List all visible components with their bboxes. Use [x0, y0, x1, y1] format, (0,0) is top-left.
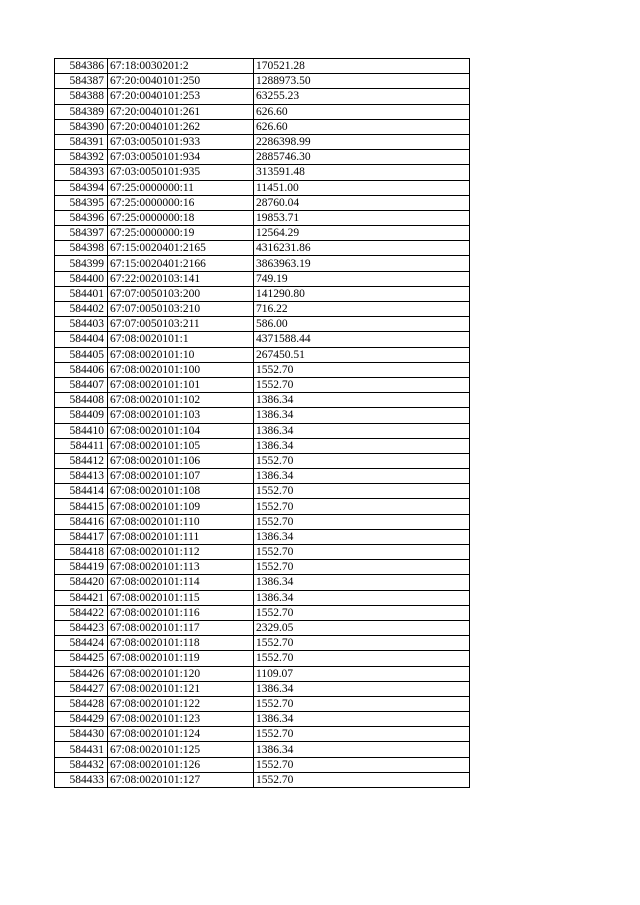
cell-row-id: 584395: [55, 195, 108, 210]
table-row: [55, 377, 470, 392]
cell-cadastral-number: 67:08:0020101:117: [108, 620, 254, 635]
cell-row-id: 584420: [55, 575, 108, 590]
cell-row-id: 584400: [55, 271, 108, 286]
cell-value: 4371588.44: [254, 332, 470, 347]
cell-value: 12564.29: [254, 226, 470, 241]
cell-value: 313591.48: [254, 165, 470, 180]
cell-row-id: 584393: [55, 165, 108, 180]
cell-cadastral-number: 67:15:0020401:2166: [108, 256, 254, 271]
cell-cadastral-number: 67:25:0000000:18: [108, 210, 254, 225]
cell-value: 1386.34: [254, 393, 470, 408]
cell-value: 19853.71: [254, 210, 470, 225]
cell-value: 3863963.19: [254, 256, 470, 271]
cell-cadastral-number: 67:20:0040101:262: [108, 119, 254, 134]
cell-value: 1552.70: [254, 362, 470, 377]
cell-value: 1386.34: [254, 742, 470, 757]
cell-value: 1552.70: [254, 484, 470, 499]
cell-value: 1552.70: [254, 772, 470, 787]
table-row: [55, 529, 470, 544]
cell-row-id: 584389: [55, 104, 108, 119]
cell-row-id: 584387: [55, 74, 108, 89]
table-row: [55, 438, 470, 453]
table-row: [55, 195, 470, 210]
cell-row-id: 584390: [55, 119, 108, 134]
table-row: [55, 469, 470, 484]
table-row: [55, 712, 470, 727]
cell-row-id: 584404: [55, 332, 108, 347]
table-row: [55, 590, 470, 605]
cell-value: 4316231.86: [254, 241, 470, 256]
cell-cadastral-number: 67:08:0020101:101: [108, 377, 254, 392]
cell-row-id: 584414: [55, 484, 108, 499]
cell-cadastral-number: 67:08:0020101:123: [108, 712, 254, 727]
table-row: [55, 286, 470, 301]
cell-row-id: 584413: [55, 469, 108, 484]
cell-value: 1109.07: [254, 666, 470, 681]
table-row: [55, 256, 470, 271]
cell-row-id: 584418: [55, 545, 108, 560]
cell-value: 170521.28: [254, 59, 470, 74]
cell-cadastral-number: 67:08:0020101:106: [108, 453, 254, 468]
cell-row-id: 584417: [55, 529, 108, 544]
cell-cadastral-number: 67:08:0020101:114: [108, 575, 254, 590]
table-body: [55, 59, 470, 788]
table-row: [55, 408, 470, 423]
cell-value: 586.00: [254, 317, 470, 332]
table-row: [55, 727, 470, 742]
table-row: [55, 89, 470, 104]
cell-value: 1552.70: [254, 560, 470, 575]
cell-cadastral-number: 67:08:0020101:103: [108, 408, 254, 423]
cell-cadastral-number: 67:07:0050103:200: [108, 286, 254, 301]
cell-cadastral-number: 67:03:0050101:934: [108, 150, 254, 165]
cell-cadastral-number: 67:08:0020101:127: [108, 772, 254, 787]
cell-cadastral-number: 67:08:0020101:112: [108, 545, 254, 560]
cell-cadastral-number: 67:07:0050103:210: [108, 302, 254, 317]
cell-value: 1552.70: [254, 696, 470, 711]
cell-cadastral-number: 67:08:0020101:115: [108, 590, 254, 605]
cell-cadastral-number: 67:08:0020101:126: [108, 757, 254, 772]
table-row: [55, 636, 470, 651]
cell-cadastral-number: 67:25:0000000:19: [108, 226, 254, 241]
table-row: [55, 347, 470, 362]
table-row: [55, 651, 470, 666]
cell-cadastral-number: 67:08:0020101:119: [108, 651, 254, 666]
table-row: [55, 575, 470, 590]
table-row: [55, 696, 470, 711]
cell-cadastral-number: 67:18:0030201:2: [108, 59, 254, 74]
table-row: [55, 150, 470, 165]
cell-cadastral-number: 67:08:0020101:107: [108, 469, 254, 484]
cell-value: 1386.34: [254, 529, 470, 544]
table-row: [55, 59, 470, 74]
cell-row-id: 584403: [55, 317, 108, 332]
cell-row-id: 584398: [55, 241, 108, 256]
table-row: [55, 681, 470, 696]
cell-cadastral-number: 67:08:0020101:116: [108, 605, 254, 620]
table-row: [55, 104, 470, 119]
cell-row-id: 584422: [55, 605, 108, 620]
cell-cadastral-number: 67:08:0020101:104: [108, 423, 254, 438]
cell-cadastral-number: 67:08:0020101:1: [108, 332, 254, 347]
cell-cadastral-number: 67:08:0020101:125: [108, 742, 254, 757]
cell-value: 1552.70: [254, 727, 470, 742]
table-row: [55, 514, 470, 529]
cell-row-id: 584416: [55, 514, 108, 529]
cell-cadastral-number: 67:08:0020101:118: [108, 636, 254, 651]
table-row: [55, 499, 470, 514]
cell-cadastral-number: 67:20:0040101:250: [108, 74, 254, 89]
table-row: [55, 332, 470, 347]
cell-row-id: 584415: [55, 499, 108, 514]
cell-value: 1552.70: [254, 545, 470, 560]
cell-value: 1552.70: [254, 453, 470, 468]
table-row: [55, 484, 470, 499]
cell-value: 1386.34: [254, 590, 470, 605]
table-row: [55, 757, 470, 772]
cell-row-id: 584430: [55, 727, 108, 742]
cell-row-id: 584405: [55, 347, 108, 362]
data-table: [54, 58, 470, 788]
cell-row-id: 584386: [55, 59, 108, 74]
cell-value: 1386.34: [254, 408, 470, 423]
cell-value: 1552.70: [254, 651, 470, 666]
cell-cadastral-number: 67:03:0050101:933: [108, 134, 254, 149]
table-row: [55, 423, 470, 438]
cell-cadastral-number: 67:08:0020101:110: [108, 514, 254, 529]
cell-cadastral-number: 67:08:0020101:111: [108, 529, 254, 544]
cell-row-id: 584408: [55, 393, 108, 408]
cell-cadastral-number: 67:08:0020101:113: [108, 560, 254, 575]
cell-row-id: 584394: [55, 180, 108, 195]
cell-row-id: 584421: [55, 590, 108, 605]
cell-row-id: 584433: [55, 772, 108, 787]
cell-value: 2329.05: [254, 620, 470, 635]
cell-row-id: 584409: [55, 408, 108, 423]
cell-value: 141290.80: [254, 286, 470, 301]
cell-row-id: 584399: [55, 256, 108, 271]
cell-value: 1552.70: [254, 377, 470, 392]
cell-value: 1552.70: [254, 757, 470, 772]
cell-value: 626.60: [254, 119, 470, 134]
cell-value: 1386.34: [254, 681, 470, 696]
table-row: [55, 772, 470, 787]
cell-row-id: 584391: [55, 134, 108, 149]
cell-cadastral-number: 67:08:0020101:109: [108, 499, 254, 514]
cell-row-id: 584402: [55, 302, 108, 317]
table-row: [55, 180, 470, 195]
cell-value: 2885746.30: [254, 150, 470, 165]
cell-row-id: 584407: [55, 377, 108, 392]
table-row: [55, 119, 470, 134]
cell-cadastral-number: 67:22:0020103:141: [108, 271, 254, 286]
table-row: [55, 362, 470, 377]
cell-value: 28760.04: [254, 195, 470, 210]
cell-row-id: 584397: [55, 226, 108, 241]
cell-value: 63255.23: [254, 89, 470, 104]
cell-cadastral-number: 67:15:0020401:2165: [108, 241, 254, 256]
cell-cadastral-number: 67:08:0020101:108: [108, 484, 254, 499]
cell-value: 11451.00: [254, 180, 470, 195]
cell-row-id: 584429: [55, 712, 108, 727]
cell-cadastral-number: 67:08:0020101:122: [108, 696, 254, 711]
cell-cadastral-number: 67:03:0050101:935: [108, 165, 254, 180]
cell-row-id: 584419: [55, 560, 108, 575]
table-row: [55, 666, 470, 681]
table-row: [55, 393, 470, 408]
cell-value: 1552.70: [254, 514, 470, 529]
table-row: [55, 226, 470, 241]
cell-row-id: 584424: [55, 636, 108, 651]
cell-value: 749.19: [254, 271, 470, 286]
cell-value: 1552.70: [254, 636, 470, 651]
cell-cadastral-number: 67:25:0000000:16: [108, 195, 254, 210]
cell-value: 1552.70: [254, 499, 470, 514]
cell-value: 1386.34: [254, 712, 470, 727]
cell-row-id: 584396: [55, 210, 108, 225]
cell-cadastral-number: 67:08:0020101:105: [108, 438, 254, 453]
table-row: [55, 302, 470, 317]
cell-value: 1386.34: [254, 438, 470, 453]
table-row: [55, 271, 470, 286]
cell-value: 626.60: [254, 104, 470, 119]
cell-value: 2286398.99: [254, 134, 470, 149]
table-row: [55, 317, 470, 332]
table-row: [55, 605, 470, 620]
cell-cadastral-number: 67:25:0000000:11: [108, 180, 254, 195]
cell-value: 1386.34: [254, 469, 470, 484]
table-row: [55, 74, 470, 89]
cell-cadastral-number: 67:08:0020101:121: [108, 681, 254, 696]
cell-row-id: 584411: [55, 438, 108, 453]
table-row: [55, 241, 470, 256]
table-row: [55, 134, 470, 149]
cell-row-id: 584392: [55, 150, 108, 165]
table-row: [55, 210, 470, 225]
cell-row-id: 584432: [55, 757, 108, 772]
cell-cadastral-number: 67:08:0020101:10: [108, 347, 254, 362]
cell-value: 1288973.50: [254, 74, 470, 89]
cell-cadastral-number: 67:20:0040101:253: [108, 89, 254, 104]
cell-cadastral-number: 67:08:0020101:120: [108, 666, 254, 681]
cell-value: 1386.34: [254, 575, 470, 590]
table-row: [55, 165, 470, 180]
cell-row-id: 584388: [55, 89, 108, 104]
table-row: [55, 620, 470, 635]
table-row: [55, 742, 470, 757]
cell-cadastral-number: 67:07:0050103:211: [108, 317, 254, 332]
cell-row-id: 584428: [55, 696, 108, 711]
cell-cadastral-number: 67:08:0020101:100: [108, 362, 254, 377]
cell-row-id: 584406: [55, 362, 108, 377]
cell-cadastral-number: 67:08:0020101:102: [108, 393, 254, 408]
table-row: [55, 453, 470, 468]
cell-cadastral-number: 67:20:0040101:261: [108, 104, 254, 119]
cell-row-id: 584410: [55, 423, 108, 438]
cell-row-id: 584412: [55, 453, 108, 468]
cell-value: 1386.34: [254, 423, 470, 438]
cell-row-id: 584431: [55, 742, 108, 757]
cell-value: 267450.51: [254, 347, 470, 362]
cell-row-id: 584401: [55, 286, 108, 301]
cell-value: 1552.70: [254, 605, 470, 620]
cell-row-id: 584427: [55, 681, 108, 696]
cell-row-id: 584425: [55, 651, 108, 666]
cell-value: 716.22: [254, 302, 470, 317]
cell-row-id: 584426: [55, 666, 108, 681]
table-row: [55, 560, 470, 575]
cell-row-id: 584423: [55, 620, 108, 635]
cell-cadastral-number: 67:08:0020101:124: [108, 727, 254, 742]
table-row: [55, 545, 470, 560]
